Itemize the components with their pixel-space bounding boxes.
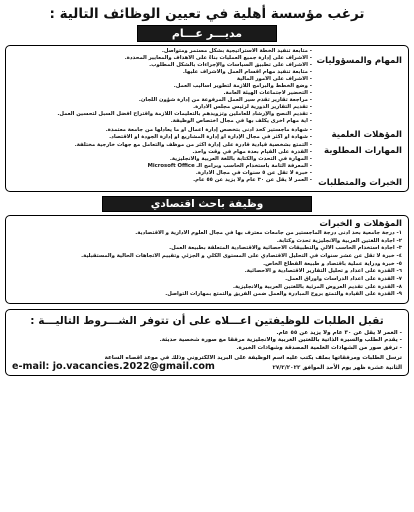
list-item: - القدرة على القيام بعدة مهام في وقت واحد. [10, 149, 312, 156]
list-item: - الاشراف على إدارة جميع العمليات بناءً على الأهداف والمعايير المحددة. [10, 55, 312, 62]
section-label: المؤهلات العلمية [331, 129, 402, 140]
list-item: - التحضير لاجتماعات الهيئة العامة. [10, 90, 312, 97]
economic-researcher-section [5, 196, 409, 304]
section-heading: المؤهلات و الخبرات [319, 218, 402, 229]
deadline-text: الثانية عشرة ظهر يوم الأحد الموافق ٢٧/٢/٢٠٢٢ [272, 364, 402, 371]
list-item: - العمر لا يقل عن ٣٠ عام ولا يزيد عن ٥٥ عام. [12, 330, 402, 337]
list-item: - شهادة ماجستير كحد أدنى بتخصص إدارة أعمال أو ما يعادلها من جامعة معتمدة. [10, 127, 312, 134]
section-list [12, 230, 402, 299]
closing-text: ترسل الطلبات ومرفقاتها بملف يكتب عليه اسم الوظيفة على البريد الالكتروني وذلك في موعد أقصاه الساعة [104, 355, 402, 362]
qualifications-section [10, 127, 404, 141]
section-list [10, 48, 312, 126]
email-link[interactable]: e-mail: jo.vacancies.2022@gmail.com [12, 360, 215, 372]
general-manager-bar: مديـــر عـــام [137, 25, 277, 42]
list-item: - ترفق صور من الشهادات العلمية المصدقة وشهادات الخبرة. [12, 345, 402, 352]
list-item: ١- درجة جامعية بحد أدنى درجة الماجستير من جامعات معترف بها في مجال العلوم الادارية و الاقتصادية. [135, 229, 402, 236]
list-item: ٥- خبرة ودراية عملية باقتصاد و طبيعة القطاع الخاص. [263, 260, 402, 267]
skills-section [10, 142, 404, 170]
list-item: - التمتع بشخصية قيادية قادرة على إدارة أكثر من موظف والتعامل مع جهات خارجية مختلفة. [10, 142, 312, 149]
list-item: ٢- اجادة اللغتين العربية والانجليزية تحدث وكتابة. [276, 237, 402, 244]
economic-researcher-box [5, 215, 409, 304]
application-box [5, 309, 409, 376]
submission-instructions [12, 355, 402, 372]
list-item: - خبرة لا تقل عن ٥ سنوات في مجال الادارة. [10, 170, 312, 177]
list-item: - الاشراف على تطبيق السياسات والإجراءات بالشكل المطلوب. [10, 62, 312, 69]
list-item: ٧- القدرة على اعداد الدراسات وأوراق العمل. [285, 276, 402, 283]
application-title: تقبل الطلبات للوظيفتين اعـــلاه على أن تتوفر الشـــروط التاليـــة : [30, 315, 384, 328]
list-item: - المعرفة التامة باستخدام الحاسب وبرامج الـ Microsoft Office [10, 163, 312, 170]
list-item: ٦- القدرة على اعداد و تحليل التقارير الاقتصادية و الاحصائية. [244, 268, 402, 275]
list-item: - تقديم التقارير الدورية لرئيس مجلس الادارة. [10, 104, 312, 111]
list-item: - شهادة أو أكثر في مجال الإدارة أو إدارة المشاريع أو إدارة الجودة أو الاقتصاد. [10, 134, 312, 141]
section-label: المهارات المطلوبة [324, 145, 402, 156]
responsibilities-section [10, 48, 404, 126]
list-item: - تقديم النصح والإرشاد للعاملين وتزويدهم بالتعليمات اللازمة واقتراح أفضل السبل لتحسين العمل. [10, 111, 312, 118]
general-manager-box [5, 45, 409, 192]
list-item: - متابعة تنفيذ مهام أقسام العمل والاشراف عليها. [10, 69, 312, 76]
section-list [10, 127, 312, 141]
conditions-list [12, 330, 402, 352]
list-item: - الاشراف على الأمور المالية [10, 76, 312, 83]
closing-row [12, 360, 402, 373]
list-item: - وضع الخطط والبرامج اللازمة لتطوير أساليب العمل. [10, 83, 312, 90]
list-item: ٤- خبرة لا تقل عن عشر سنوات في التحليل الاقتصادي على المستوى الكلي و الجزئي وتقييم الاتجاهات الحالية والمستقبلية. [81, 252, 402, 259]
economic-researcher-bar: وظيفة باحث اقتصادي [102, 196, 312, 212]
list-item: - مراجعة تقارير تقدم سير العمل المرفوعة من إدارة شؤون اللجان. [10, 97, 312, 104]
list-item: - أية مهام أخرى يكلف بها في مجال اختصاص الوظيفة. [10, 118, 312, 125]
list-item: ٨- القدرة على تقديم العروض المرئية باللغتين العربية والانجليزية. [232, 283, 402, 290]
page-title: ترغب مؤسسة أهلية في تعيين الوظائف التالية : [49, 6, 365, 22]
section-list [10, 142, 312, 170]
experience-section [10, 170, 404, 188]
list-item: - المهارة في التحدث والكتابة باللغة العربية والانجليزية. [10, 156, 312, 163]
list-item: - متابعة تنفيذ الخطة الاستراتيجية بشكل مستمر ومتواصل. [10, 48, 312, 55]
list-item: - يقدم الطلب والسيرة الذاتية باللغتين العربية والانجليزية مرفقاً مع صورة شخصية حديثة. [12, 337, 402, 344]
section-label: الخبرات والمتطلبات [318, 177, 402, 188]
list-item: - العمر لا يقل عن ٣٠ عام ولا يزيد عن ٥٥ عام. [10, 177, 312, 184]
list-item: ٣- اجادة استخدام الحاسب الآلي والتطبيقات الاحصائية والاقتصادية المتعلقة بطبيعة العمل. [169, 245, 402, 252]
section-list [10, 170, 312, 184]
section-label: المهام والمسؤوليات [316, 56, 402, 66]
list-item: ٩- القدرة على القيادة والتمتع بروح المبادرة والعمل ضمن الفريق والتمتع بمهارات التواصل. [165, 291, 402, 298]
